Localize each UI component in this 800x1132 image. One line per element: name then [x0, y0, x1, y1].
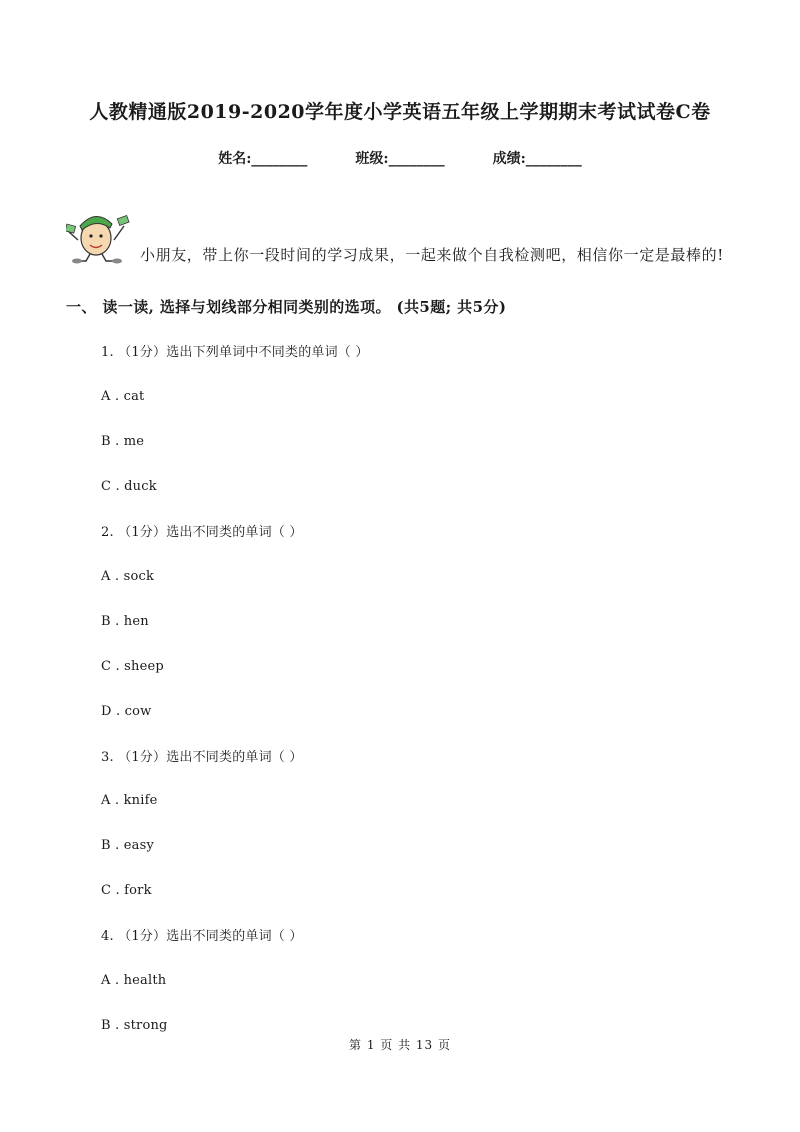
option-1b: B . me [101, 434, 145, 449]
page-title: 人教精通版2019-2020学年度小学英语五年级上学期期末考试试卷C卷 [89, 101, 711, 123]
question-3: 3. （1分）选出不同类的单词（ ） [101, 750, 303, 765]
option-3c: C . fork [101, 883, 152, 898]
mascot-icon [66, 206, 132, 264]
option-1c: C . duck [101, 479, 157, 494]
name-field: 姓名:________ [218, 151, 308, 167]
option-1a: A . cat [101, 389, 145, 404]
question-1: 1. （1分）选出下列单词中不同类的单词（ ） [101, 345, 369, 360]
option-3b: B . easy [101, 838, 155, 853]
page-number-footer: 第 1 页 共 13 页 [349, 1038, 451, 1052]
score-field: 成绩:________ [492, 151, 582, 167]
option-2d: D . cow [101, 704, 152, 719]
question-4: 4. （1分）选出不同类的单词（ ） [101, 929, 303, 944]
option-3a: A . knife [101, 793, 158, 808]
option-2a: A . sock [101, 569, 155, 584]
section-title: 一、 读一读, 选择与划线部分相同类别的选项。 (共5题; 共5分) [66, 298, 507, 316]
question-2: 2. （1分）选出不同类的单词（ ） [101, 525, 303, 540]
option-4b: B . strong [101, 1018, 168, 1033]
class-field: 班级:________ [355, 151, 445, 167]
option-2b: B . hen [101, 614, 149, 629]
student-info-row [0, 148, 800, 168]
option-4a: A . health [101, 973, 167, 988]
encouragement-text: 小朋友，带上你一段时间的学习成果，一起来做个自我检测吧，相信你一定是最棒的! [140, 246, 724, 264]
option-2c: C . sheep [101, 659, 164, 674]
